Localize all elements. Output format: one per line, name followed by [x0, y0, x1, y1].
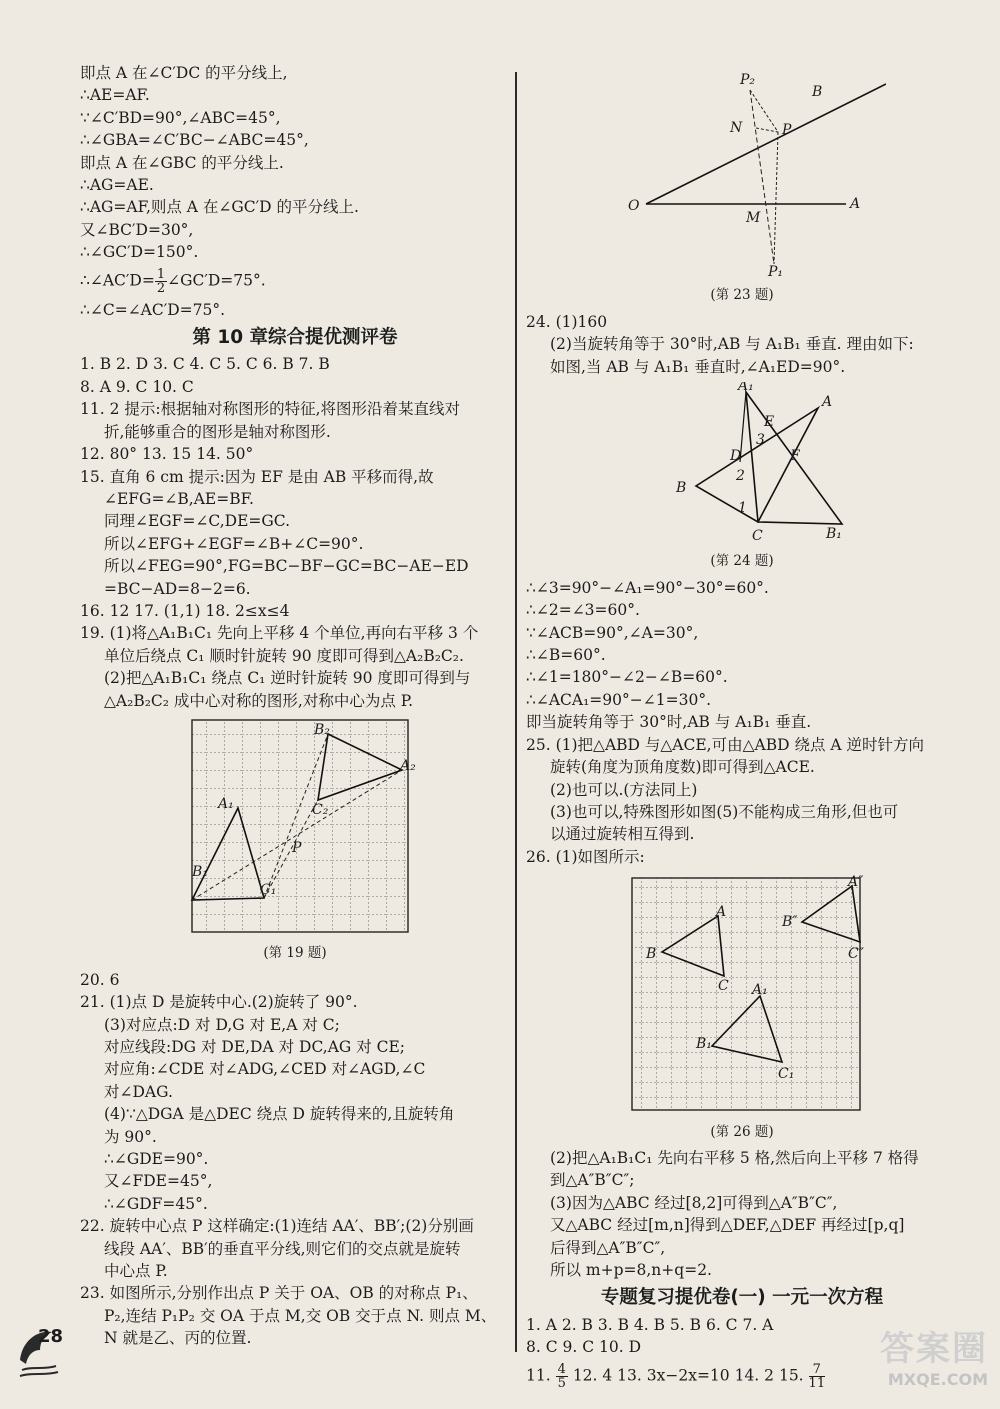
q26-line: 所以 m+p=8,n+q=2.	[550, 1260, 712, 1279]
label-A2: A₂	[400, 757, 416, 774]
q11-line: 11. 2 提示:根据轴对称图形的特征,将图形沿着某直线对	[80, 400, 461, 419]
q21-line: 21. (1)点 D 是旋转中心.(2)旋转了 90°.	[80, 993, 358, 1012]
q21-line: ∴∠GDE=90°.	[104, 1150, 209, 1169]
text-line: 即点 A 在∠GBC 的平分线上.	[80, 153, 284, 172]
text-line: ∴AE=AF.	[80, 86, 150, 105]
q15-line: 15. 直角 6 cm 提示:因为 EF 是由 AB 平移而得,故	[80, 467, 434, 486]
section-title-special: 专题复习提优卷(一) 一元一次方程	[600, 1287, 884, 1309]
q20-line: 20. 6	[80, 970, 120, 989]
q15-line: ∠EFG=∠B,AE=BF.	[104, 489, 254, 508]
q24-line: 即当旋转角等于 30°时,AB 与 A₁B₁ 垂直.	[526, 713, 812, 732]
text-line: ∴∠GBA=∠C′BC−∠ABC=45°,	[80, 131, 309, 150]
fill-answers: 11. $\frac{4}{5}$ 12. 4 13. 3x−2x=10 14. 2 15. $\frac{7}{11}$	[526, 1361, 826, 1391]
q21-line: 为 90°.	[104, 1127, 157, 1146]
label-B1: B₁	[192, 863, 208, 880]
q23-line: P₂,连结 P₁P₂ 交 OA 于点 M,交 OB 交于点 N. 则点 M、	[104, 1306, 497, 1325]
text-line: 又∠BC′D=30°,	[80, 220, 194, 239]
text-line: ∴AG=AE.	[80, 176, 154, 195]
label-B: B	[676, 480, 687, 497]
q24-line: ∴∠B=60°.	[526, 646, 606, 665]
text-line: ∴∠GC′D=150°.	[80, 243, 199, 262]
q26-line: 后得到△A″B″C″,	[550, 1238, 666, 1257]
q15-line: =BC−AD=8−2=6.	[104, 579, 251, 598]
caption-19: (第 19 题)	[263, 945, 327, 962]
label-P1: P₁	[768, 264, 784, 276]
watermark	[838, 1321, 988, 1401]
q24-line: ∴∠1=180°−∠2−∠B=60°.	[526, 668, 728, 687]
label-A: A	[850, 196, 861, 212]
q26-line: 到△A″B″C″;	[550, 1171, 635, 1190]
label-M: M	[746, 210, 761, 226]
mc-answers: 8. A 9. C 10. C	[80, 377, 194, 396]
q21-line: 又∠FDE=45°,	[104, 1172, 213, 1191]
q26-line: (2)把△A₁B₁C₁ 先向右平移 5 格,然后向上平移 7 格得	[550, 1148, 919, 1167]
label-B1: B₁	[696, 1036, 712, 1053]
text-line: 即点 A 在∠C′DC 的平分线上,	[80, 64, 288, 82]
q12-line: 12. 80° 13. 15 14. 50°	[80, 445, 254, 464]
label-angle3: 3	[756, 432, 765, 449]
figure-23-svg	[616, 66, 886, 276]
label-A1: A₁	[218, 795, 234, 812]
label-P: P	[292, 839, 302, 856]
q25-line: 以通过旋转相互得到.	[550, 825, 695, 844]
mc-answers: 1. A 2. B 3. B 4. B 5. B 6. C 7. A	[526, 1315, 774, 1334]
figure-26	[526, 872, 958, 1118]
q21-line: (4)∵△DGA 是△DEC 绕点 D 旋转得来的,且旋转角	[104, 1105, 455, 1124]
label-angle2: 2	[736, 468, 745, 485]
q22-line: 22. 旋转中心点 P 这样确定:(1)连结 AA′、BB′;(2)分别画	[80, 1217, 474, 1236]
q15-line: 所以∠EFG+∠EGF=∠B+∠C=90°.	[104, 534, 364, 553]
label-F: F	[790, 448, 800, 465]
label-D: D	[730, 448, 742, 465]
figure-23	[526, 66, 958, 282]
text-line: ∴∠C=∠AC′D=75°.	[80, 300, 226, 319]
q21-line: 对∠DAG.	[104, 1082, 173, 1101]
text-line: ∴AG=AF,则点 A 在∠GC′D 的平分线上.	[80, 198, 359, 217]
label-B1: B₁	[826, 526, 842, 543]
label-C2: C₂	[312, 801, 329, 818]
label-N: N	[730, 120, 743, 136]
q22-line: 中心点 P.	[104, 1262, 168, 1281]
caption-24: (第 24 题)	[710, 553, 774, 570]
mc-answers: 1. B 2. D 3. C 4. C 5. C 6. B 7. B	[80, 355, 330, 374]
figure-24-svg	[666, 382, 846, 542]
left-column	[80, 62, 510, 1350]
q24-line: 如图,当 AB 与 A₁B₁ 垂直时,∠A₁ED=90°.	[550, 357, 846, 376]
q23-line: N 就是乙、丙的位置.	[104, 1329, 252, 1348]
label-angle1: 1	[738, 500, 747, 517]
label-B2: B₂	[314, 721, 330, 738]
label-A2prime: A″	[848, 874, 864, 891]
q24-line: ∴∠3=90°−∠A₁=90°−30°=60°.	[526, 578, 769, 597]
q26-line: (3)因为△ABC 经过[8,2]可得到△A″B″C″,	[550, 1193, 838, 1212]
page-number-badge	[14, 1320, 74, 1380]
q24-line: ∴∠2=∠3=60°.	[526, 601, 640, 620]
right-column	[526, 62, 958, 1390]
q25-line: 旋转(角度为顶角度数)即可得到△ACE.	[550, 758, 815, 777]
label-C2prime: C″	[848, 946, 864, 963]
caption-23: (第 23 题)	[710, 287, 774, 304]
q15-line: 同理∠EGF=∠C,DE=GC.	[104, 512, 290, 531]
q16-line: 16. 12 17. (1,1) 18. 2≤x≤4	[80, 601, 290, 620]
text-line: ∵∠C′BD=90°,∠ABC=45°,	[80, 108, 281, 127]
watermark-logo: 答案圈	[880, 1329, 988, 1369]
figure-19-svg	[188, 716, 418, 934]
q19-line: △A₂B₂C₂ 成中心对称的图形,对称中心为点 P.	[104, 691, 414, 710]
label-P: P	[782, 122, 792, 138]
q24-line: 24. (1)160	[526, 312, 608, 331]
q21-line: (3)对应点:D 对 D,G 对 E,A 对 C;	[104, 1015, 340, 1034]
label-A1: A₁	[752, 982, 768, 999]
label-O: O	[628, 198, 640, 214]
q23-line: 23. 如图所示,分别作出点 P 关于 OA、OB 的对称点 P₁、	[80, 1284, 478, 1303]
column-divider	[515, 72, 517, 1352]
label-B2prime: B″	[782, 914, 798, 931]
fraction: $\frac{4}{5}$	[557, 1361, 566, 1391]
figure-19	[80, 716, 510, 940]
label-A: A	[822, 394, 833, 411]
page-number: 28	[38, 1326, 64, 1347]
q21-line: 对应线段:DG 对 DE,DA 对 DC,AG 对 CE;	[104, 1038, 406, 1056]
q24-line: ∵∠ACB=90°,∠A=30°,	[526, 623, 699, 642]
fraction: $\frac{1}{2}$	[156, 266, 166, 296]
label-B: B	[812, 84, 823, 100]
q19-line: 单位后绕点 C₁ 顺时针旋转 90 度即可得到△A₂B₂C₂.	[104, 646, 464, 665]
label-P2: P₂	[740, 72, 756, 88]
q26-line: 26. (1)如图所示:	[526, 847, 645, 866]
half-angle-formula: ∴∠AC′D= $\frac{1}{2}$ ∠GC′D=75°.	[80, 266, 266, 296]
label-C: C	[752, 528, 763, 543]
q11-line: 折,能够重合的图形是轴对称图形.	[104, 422, 331, 441]
label-A1: A₁	[738, 382, 754, 395]
q26-line: 又△ABC 经过[m,n]得到△DEF,△DEF 再经过[p,q]	[550, 1216, 905, 1235]
label-C: C	[718, 978, 729, 995]
figure-24	[526, 382, 958, 548]
q24-line: (2)当旋转角等于 30°时,AB 与 A₁B₁ 垂直. 理由如下:	[550, 335, 914, 354]
q19-line: (2)把△A₁B₁C₁ 绕点 C₁ 逆时针旋转 90 度即可得到与	[104, 669, 471, 688]
q25-line: 25. (1)把△ABD 与△ACE,可由△ABD 绕点 A 逆时针方向	[526, 735, 925, 754]
q24-line: ∴∠ACA₁=90°−∠1=30°.	[526, 690, 711, 709]
figure-26-svg	[626, 872, 866, 1112]
q22-line: 线段 AA′、BB′的垂直平分线,则它们的交点就是旋转	[104, 1239, 461, 1258]
label-E: E	[764, 414, 775, 431]
q25-line: (2)也可以.(方法同上)	[550, 780, 698, 799]
label-C1: C₁	[260, 881, 277, 898]
label-A: A	[716, 904, 727, 921]
watermark-url: MXQE.COM	[887, 1370, 988, 1389]
caption-26: (第 26 题)	[710, 1123, 774, 1140]
fraction: $\frac{7}{11}$	[808, 1361, 826, 1391]
q25-line: (3)也可以,特殊图形如图(5)不能构成三角形,但也可	[550, 802, 899, 821]
mc-answers: 8. C 9. C 10. D	[526, 1338, 642, 1357]
label-B: B	[646, 946, 657, 963]
q21-line: ∴∠GDF=45°.	[104, 1194, 208, 1213]
q15-line: 所以∠FEG=90°,FG=BC−BF−GC=BC−AE−ED	[104, 557, 469, 576]
q21-line: 对应角:∠CDE 对∠ADG,∠CED 对∠AGD,∠C	[104, 1060, 426, 1079]
label-C1: C₁	[778, 1066, 795, 1083]
q19-line: 19. (1)将△A₁B₁C₁ 先向上平移 4 个单位,再向右平移 3 个	[80, 624, 479, 643]
section-title-ch10: 第 10 章综合提优测评卷	[192, 327, 398, 349]
